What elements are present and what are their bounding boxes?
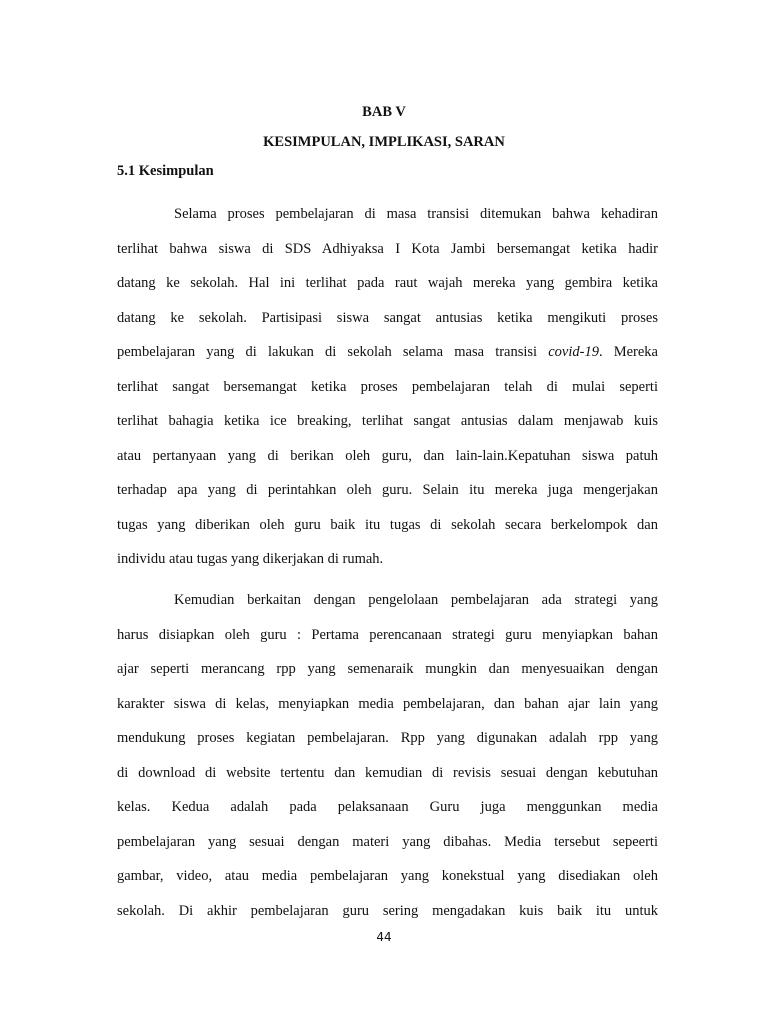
chapter-title: KESIMPULAN, IMPLIKASI, SARAN [263,134,505,150]
paragraph-line: karakter siswa di kelas, menyiapkan media pembelajaran, dan bahan ajar lain yang [117,695,658,712]
paragraph-line: mendukung proses kegiatan pembelajaran. Rpp yang digunakan adalah rpp yang [117,730,658,746]
paragraph-line: kelas. Kedua adalah pada pelaksanaan Guru juga menggunkan media [117,799,658,815]
paragraph-line: Selama proses pembelajaran di masa transisi ditemukan bahwa kehadiran [174,206,658,222]
paragraph-line: datang ke sekolah. Hal ini terlihat pada raut wajah mereka yang gembira ketika [117,275,658,291]
paragraph-line: harus disiapkan oleh guru : Pertama perencanaan strategi guru menyiapkan bahan [117,626,658,643]
paragraph-line: terlihat bahwa siswa di SDS Adhiyaksa I Kota Jambi bersemangat ketika hadir [117,240,658,257]
paragraph-line: individu atau tugas yang dikerjakan di rumah. [117,551,384,567]
paragraph-line: pembelajaran yang sesuai dengan materi yang dibahas. Media tersebut sepeerti [117,833,658,850]
paragraph-line: atau pertanyaan yang di berikan oleh guru, dan lain-lain.Kepatuhan siswa patuh [117,447,658,464]
paragraph-line: sekolah. Di akhir pembelajaran guru sering mengadakan kuis baik itu untuk [117,902,658,919]
italic-term: covid-19 [548,344,599,360]
page-number: 44 [376,930,392,944]
paragraph-line: datang ke sekolah. Partisipasi siswa sangat antusias ketika mengikuti proses [117,309,658,326]
paragraph-line: ajar seperti merancang rpp yang semenaraik mungkin dan menyesuaikan dengan [117,661,658,677]
paragraph-line: gambar, video, atau media pembelajaran yang konekstual yang disediakan oleh [117,868,658,884]
paragraph-line: tugas yang diberikan oleh guru baik itu tugas di sekolah secara berkelompok dan [117,516,658,533]
paragraph-line: terhadap apa yang di perintahkan oleh guru. Selain itu mereka juga mengerjakan [117,482,658,498]
paragraph-conclusion-1 [117,197,658,577]
paragraph-line: terlihat sangat bersemangat ketika proses pembelajaran telah di mulai seperti [117,378,658,395]
section-heading: 5.1 Kesimpulan [117,163,214,179]
paragraph-line: di download di website tertentu dan kemudian di revisis sesuai dengan kebutuhan [117,764,658,781]
paragraph-conclusion-2 [117,583,658,928]
paragraph-line: terlihat bahagia ketika ice breaking, terlihat sangat antusias dalam menjawab kuis [117,413,658,429]
chapter-number: BAB V [362,104,406,120]
paragraph-line: Kemudian berkaitan dengan pengelolaan pembelajaran ada strategi yang [174,592,658,608]
paragraph-line: pembelajaran yang di lakukan di sekolah selama masa transisi covid-19. Mereka [117,344,658,360]
